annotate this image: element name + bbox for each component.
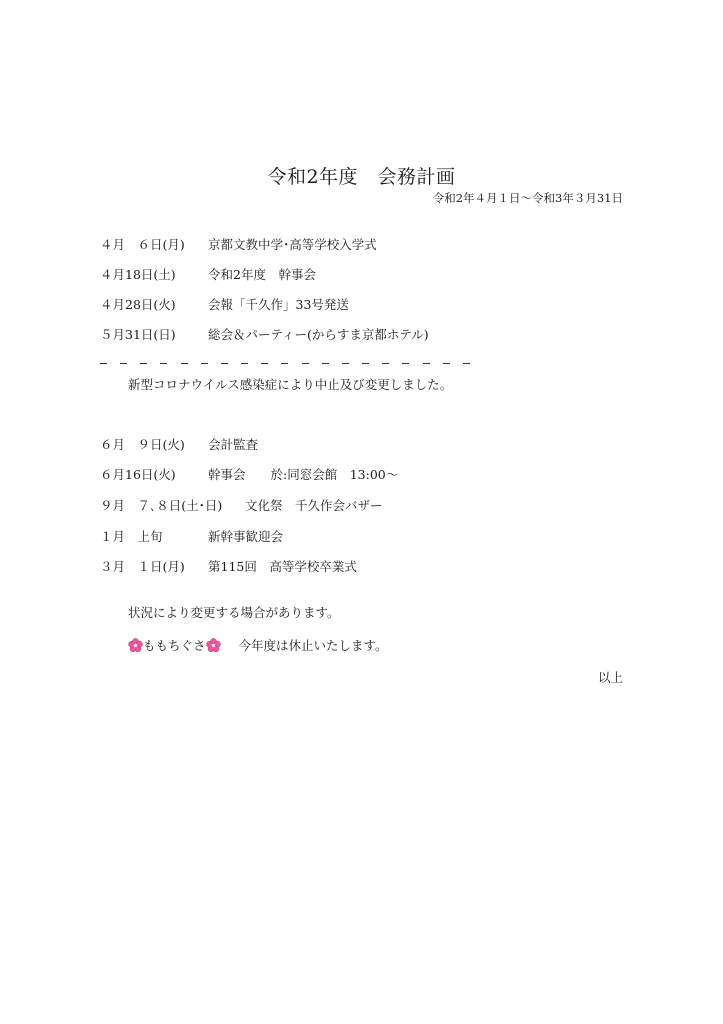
schedule-date: ５月31日(日) xyxy=(100,327,176,342)
schedule-row xyxy=(100,466,398,484)
schedule-row xyxy=(100,528,283,546)
momochigusa-note xyxy=(128,636,388,654)
closing-mark: 以上 xyxy=(597,670,623,685)
change-note: 状況により変更する場合があります。 xyxy=(128,605,340,620)
schedule-event: 令和2年度 幹事会 xyxy=(208,267,316,282)
schedule-event: 第115回 高等学校卒業式 xyxy=(208,559,357,574)
schedule-row xyxy=(100,296,349,314)
schedule-event: 京都文教中学･高等学校入学式 xyxy=(208,237,377,252)
schedule-event: 幹事会 於:同窓会館 13:00～ xyxy=(208,467,399,482)
dashed-divider xyxy=(100,357,470,369)
schedule-row xyxy=(100,326,429,344)
cancellation-notice: 新型コロナウイルス感染症により中止及び変更しました。 xyxy=(128,377,453,392)
schedule-event: 新幹事歓迎会 xyxy=(208,529,284,544)
schedule-event: 会計監査 xyxy=(208,437,259,452)
schedule-event: 総会＆パーティー(からすま京都ホテル) xyxy=(208,327,429,342)
momochigusa-status: 今年度は休止いたします。 xyxy=(238,638,388,653)
schedule-row xyxy=(100,558,357,576)
schedule-date: ９月 ７､８日(土･日) xyxy=(100,498,223,513)
schedule-date: ４月 ６日(月) xyxy=(100,237,185,252)
schedule-row xyxy=(100,266,316,284)
schedule-date: ４月28日(火) xyxy=(100,297,176,312)
schedule-row xyxy=(100,436,258,454)
schedule-event: 会報「千久作」33号発送 xyxy=(208,297,349,312)
schedule-date: ３月 １日(月) xyxy=(100,559,185,574)
momochigusa-name: ももちぐさ xyxy=(143,638,206,653)
cherry-blossom-icon xyxy=(206,638,221,653)
page-title: 令和2年度 会務計画 xyxy=(267,166,456,188)
schedule-date: ４月18日(土) xyxy=(100,267,176,282)
schedule-date: １月 上旬 xyxy=(100,529,163,544)
schedule-date: ６月16日(火) xyxy=(100,467,176,482)
fiscal-period: 令和2年４月１日～令和3年３月31日 xyxy=(432,191,623,205)
cherry-blossom-icon xyxy=(128,638,143,653)
schedule-row xyxy=(100,497,383,515)
schedule-row xyxy=(100,236,377,254)
schedule-date: ６月 ９日(火) xyxy=(100,437,185,452)
schedule-event: 文化祭 千久作会バザー xyxy=(245,498,383,513)
